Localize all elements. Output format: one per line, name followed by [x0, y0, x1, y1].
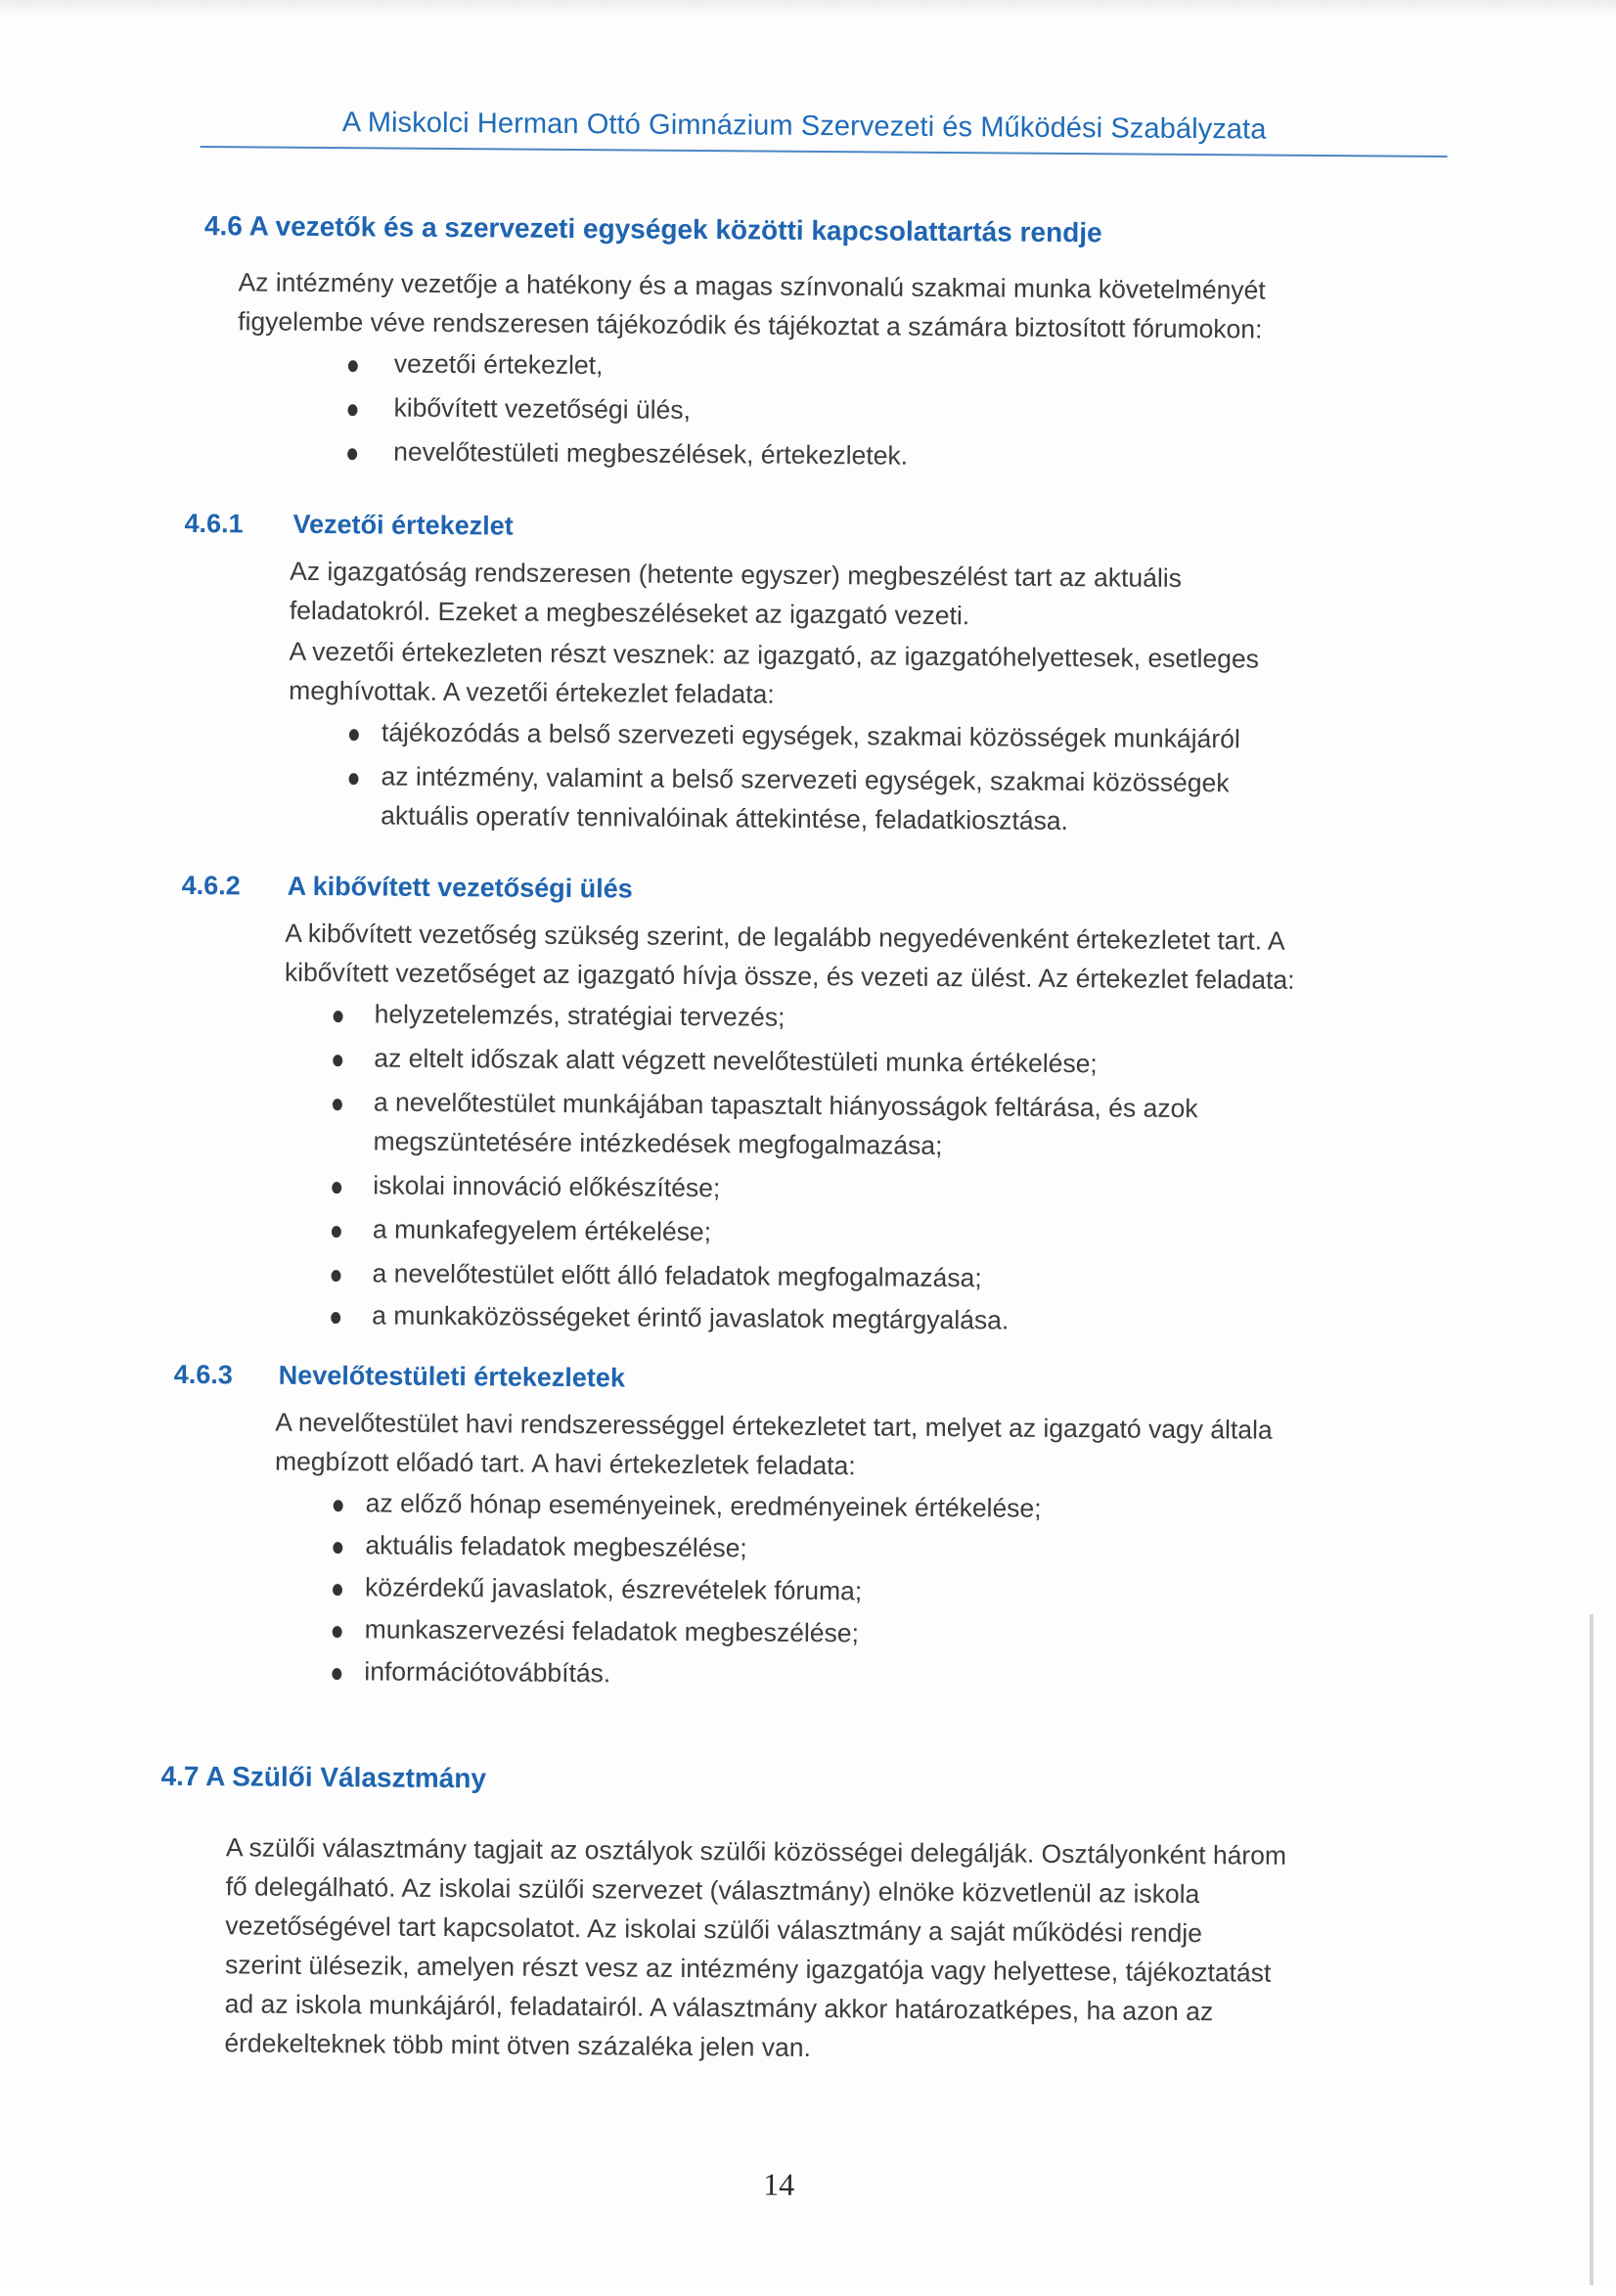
- header-divider: [201, 146, 1448, 158]
- list-item: az eltelt időszak alatt végzett nevelőtestületi munka értékelése;: [374, 1043, 1098, 1079]
- list-item: nevelőtestületi megbeszélések, értekezletek.: [393, 436, 909, 471]
- bullet-icon: [333, 1626, 342, 1638]
- bullet-icon: [332, 1226, 341, 1238]
- section-4-6-heading: 4.6 A vezetők és a szervezeti egységek közötti kapcsolattartás rendje: [203, 210, 1102, 248]
- section-4-6-2-title: A kibővített vezetőségi ülés: [287, 871, 633, 904]
- section-4-6-intro-line-2: figyelembe véve rendszeresen tájékozódik és tájékoztat a számára biztosított fórumokon:: [238, 306, 1263, 344]
- bullet-icon: [347, 404, 357, 416]
- bullet-icon: [333, 1584, 342, 1596]
- section-4-7-paragraph-line-1: A szülői választmány tagjait az osztályok szülői közösségei delegálják. Osztályonként három: [225, 1832, 1287, 1870]
- bullet-icon: [332, 1270, 341, 1282]
- bullet-icon: [333, 1099, 342, 1110]
- list-item: az intézmény, valamint a belső szervezeti egységek, szakmai közösségek: [381, 761, 1230, 798]
- bullet-icon: [332, 1182, 341, 1193]
- list-item: a munkafegyelem értékelése;: [372, 1214, 712, 1247]
- list-item: a nevelőtestület munkájában tapasztalt hiányosságok feltárása, és azok: [373, 1087, 1198, 1124]
- list-item: információtovábbítás.: [364, 1656, 611, 1688]
- list-item-continuation: aktuális operatív tennivalóinak áttekintése, feladatkiosztása.: [381, 800, 1069, 836]
- section-4-6-3-title: Nevelőtestületi értekezletek: [278, 1360, 626, 1393]
- list-item: helyzetelemzés, stratégiai tervezés;: [374, 999, 786, 1032]
- running-header-title: A Miskolci Herman Ottó Gimnázium Szervezeti és Működési Szabályzata: [341, 107, 1267, 146]
- page-number: 14: [763, 2166, 795, 2202]
- list-item: munkaszervezési feladatok megbeszélése;: [364, 1614, 860, 1648]
- section-4-6-3-paragraph-line-1: A nevelőtestület havi rendszerességgel értekezletet tart, melyet az igazgató vagy általa: [275, 1407, 1273, 1445]
- section-4-6-1-title: Vezetői értekezlet: [292, 509, 514, 541]
- section-4-6-1-paragraph-line-1: Az igazgatóság rendszeresen (hetente egyszer) megbeszélést tart az aktuális: [290, 556, 1183, 593]
- list-item: a munkaközösségeket érintő javaslatok megtárgyalása.: [372, 1300, 1010, 1335]
- list-item-continuation: megszüntetésére intézkedések megfogalmazása;: [373, 1126, 943, 1161]
- list-item: kibővített vezetőségi ülés,: [393, 392, 692, 425]
- list-item: tájékozódás a belső szervezeti egységek, szakmai közösségek munkájáról: [381, 717, 1240, 754]
- section-4-7-paragraph-line-6: érdekelteknek több mint ötven százaléka jelen van.: [224, 2028, 812, 2063]
- section-4-6-2-number: 4.6.2: [181, 870, 241, 901]
- list-item: aktuális feladatok megbeszélése;: [365, 1530, 747, 1563]
- section-4-6-3-number: 4.6.3: [173, 1359, 233, 1390]
- section-4-6-intro-line-1: Az intézmény vezetője a hatékony és a magas színvonalú szakmai munka követelményét: [238, 267, 1266, 305]
- section-4-6-1-paragraph-line-4: meghívottak. A vezetői értekezlet feladata:: [289, 675, 775, 709]
- list-item: vezetői értekezlet,: [393, 348, 604, 381]
- section-4-7-paragraph-line-3: vezetőségével tart kapcsolatot. Az iskolai szülői választmány a saját működési rendje: [225, 1911, 1203, 1949]
- list-item: közérdekű javaslatok, észrevételek fóruma;: [364, 1572, 863, 1606]
- list-item: az előző hónap eseményeinek, eredményeinek értékelése;: [365, 1488, 1042, 1523]
- section-4-6-3-paragraph-line-2: megbízott előadó tart. A havi értekezletek feladata:: [274, 1446, 856, 1481]
- section-4-6-2-paragraph-line-1: A kibővített vezetőség szükség szerint, de legalább negyedévenként értekezletet tart. A: [285, 918, 1285, 956]
- section-4-7-heading: 4.7 A Szülői Választmány: [160, 1760, 487, 1794]
- bullet-icon: [333, 1055, 342, 1066]
- bullet-icon: [333, 1542, 342, 1553]
- section-4-6-2-paragraph-line-2: kibővített vezetőséget az igazgató hívja össze, és vezeti az ülést. Az értekezlet feladata:: [284, 957, 1295, 995]
- bullet-icon: [349, 729, 359, 741]
- section-4-7-paragraph-line-5: ad az iskola munkájáról, feladatairól. A választmány akkor határozatképes, ha azon az: [224, 1989, 1214, 2027]
- bullet-icon: [334, 1500, 343, 1511]
- section-4-6-1-paragraph-line-2: feladatokról. Ezeket a megbeszéléseket az igazgató vezeti.: [289, 595, 970, 631]
- bullet-icon: [348, 360, 358, 372]
- section-4-6-1-paragraph-line-3: A vezetői értekezleten részt vesznek: az igazgató, az igazgatóhelyettesek, esetleges: [289, 636, 1260, 674]
- section-4-7-paragraph-line-2: fő delegálható. Az iskolai szülői szervezet (választmány) elnöke közvetlenül az iskola: [225, 1871, 1200, 1910]
- bullet-icon: [348, 773, 358, 785]
- bullet-icon: [334, 1011, 343, 1022]
- section-4-7-paragraph-line-4: szerint ülésezik, amelyen részt vesz az intézmény igazgatója vagy helyettese, tájékoztatást: [224, 1950, 1272, 1988]
- bullet-icon: [347, 448, 357, 460]
- bullet-icon: [332, 1668, 341, 1680]
- list-item: a nevelőtestület előtt álló feladatok megfogalmazása;: [372, 1258, 982, 1293]
- bullet-icon: [331, 1312, 340, 1324]
- section-4-6-1-number: 4.6.1: [184, 508, 244, 539]
- list-item: iskolai innováció előkészítése;: [373, 1170, 721, 1203]
